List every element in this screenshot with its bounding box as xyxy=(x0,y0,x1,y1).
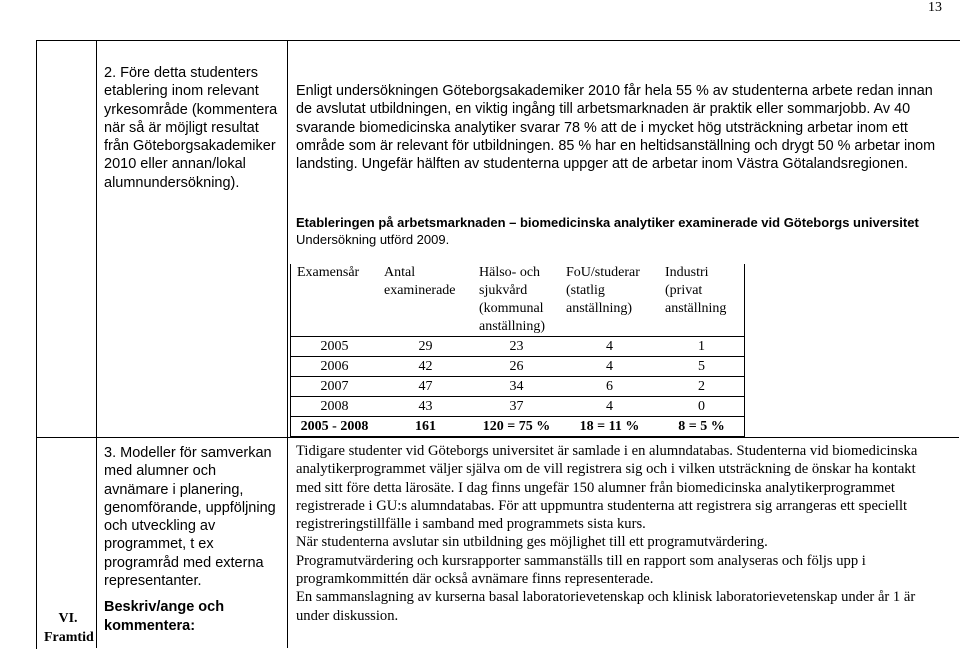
table-cell: 4 xyxy=(560,337,659,357)
header-healthcare: Hälso- och sjukvård (kommunal anställning) xyxy=(479,265,546,334)
section-3-question xyxy=(104,444,284,635)
table-cell: 2007 xyxy=(291,377,379,397)
section-3-answer xyxy=(296,442,936,625)
table-row xyxy=(291,357,745,377)
table-cell: 23 xyxy=(473,337,560,357)
header-year: Examensår xyxy=(291,264,379,337)
header-industry: Industri (privat anställning xyxy=(659,264,745,337)
table-cell: 2006 xyxy=(291,357,379,377)
table-title: Etableringen på arbetsmarknaden – biomedicinska analytiker examinerade vid Göteborgs universitet xyxy=(296,215,919,230)
table-cell: 2005 - 2008 xyxy=(291,417,379,437)
section-2-question: 2. Före detta studenters etablering inom relevant yrkesområde (kommentera när så är möjligt resultat från Göteborgsakademiker 2010 eller annan/lokal alumnundersökning). xyxy=(104,65,278,191)
table-row xyxy=(291,337,745,357)
table-cell: 26 xyxy=(473,357,560,377)
table-cell: 6 xyxy=(560,377,659,397)
table-cell: 2 xyxy=(659,377,745,397)
table-cell: 47 xyxy=(378,377,473,397)
header-graduates: Antal examinerade xyxy=(384,265,456,298)
header-research: FoU/studerar (statlig anställning) xyxy=(566,265,640,316)
table-cell: 5 xyxy=(659,357,745,377)
section-vi-number: VI. xyxy=(58,611,78,626)
table-cell: 18 = 11 % xyxy=(560,417,659,437)
table-caption xyxy=(296,214,946,248)
table-cell: 161 xyxy=(378,417,473,437)
table-cell: 43 xyxy=(378,397,473,417)
table-cell: 34 xyxy=(473,377,560,397)
table-cell: 29 xyxy=(378,337,473,357)
page-number: 13 xyxy=(928,0,942,15)
section-2-answer: Enligt undersökningen Göteborgsakademiker 2010 får hela 55 % av studenterna arbete redan innan de avslutat utbildningen, en viktig ingång till arbetsmarknaden är praktik eller sommarjobb. Av 40 svarande biomedicinska analytiker svarar 78 % att de i mycket hög utsträckning arbetar inom ett område som är relevant för utbildningen. 85 % har en heltidsanställning och drygt 50 % arbetar inom landsting. Ungefär hälften av studenterna uppger att de arbetar inom Västra Götalandsregionen. xyxy=(296,83,936,173)
section-3-prompt: 3. Modeller för samverkan med alumner och avnämare i planering, genomförande, uppföljning och utveckling av programmet, t ex programråd med externa representanter. xyxy=(104,445,276,590)
table-cell: 37 xyxy=(473,397,560,417)
column-divider-2 xyxy=(287,40,288,648)
table-total-row xyxy=(291,417,745,437)
column-divider-1 xyxy=(96,40,97,648)
table-cell: 0 xyxy=(659,397,745,417)
answer-paragraph: Tidigare studenter vid Göteborgs universitet är samlade i en alumndatabas. Studenterna vid biomedicinska analytikerprogrammet väljer själva om de vill registrera sig och i vilken utsträckning de önskar ha kontakt med sitt före detta lärosäte. I dag finns ungefär 150 alumner från biomedicinska analytikerprogrammet registrerade i GU:s alumndatabas. För att uppmuntra studenterna att registrera sig arrangeras ett speciellt registreringstillfälle i samband med programmets sista kurs. xyxy=(296,443,918,533)
section-3-instruction: Beskriv/ange och kommentera: xyxy=(104,599,225,634)
table-cell: 4 xyxy=(560,357,659,377)
table-cell: 8 = 5 % xyxy=(659,417,745,437)
section-vi-label xyxy=(44,609,92,647)
answer-paragraph: Programutvärdering och kursrapporter sammanställs till en rapport som analyseras och följs upp i programkommittén där också avnämare finns representerade. xyxy=(296,552,866,588)
table-row xyxy=(291,397,745,417)
table-cell: 2005 xyxy=(291,337,379,357)
table-cell: 2008 xyxy=(291,397,379,417)
row-divider xyxy=(36,437,959,438)
table-subtitle: Undersökning utförd 2009. xyxy=(296,232,450,247)
table-cell: 42 xyxy=(378,357,473,377)
answer-paragraph: En sammanslagning av kurserna basal laboratorievetenskap och klinisk laboratorievetenskap under år 1 är under diskussion. xyxy=(296,589,916,624)
employment-table xyxy=(290,264,745,437)
table-cell: 120 = 75 % xyxy=(473,417,560,437)
section-vi-title: Framtid xyxy=(44,630,94,645)
table-cell: 4 xyxy=(560,397,659,417)
answer-paragraph: När studenterna avslutar sin utbildning ges möjlighet till ett programutvärdering. xyxy=(296,534,768,551)
table-row xyxy=(291,377,745,397)
table-body xyxy=(291,337,745,437)
table-cell: 1 xyxy=(659,337,745,357)
